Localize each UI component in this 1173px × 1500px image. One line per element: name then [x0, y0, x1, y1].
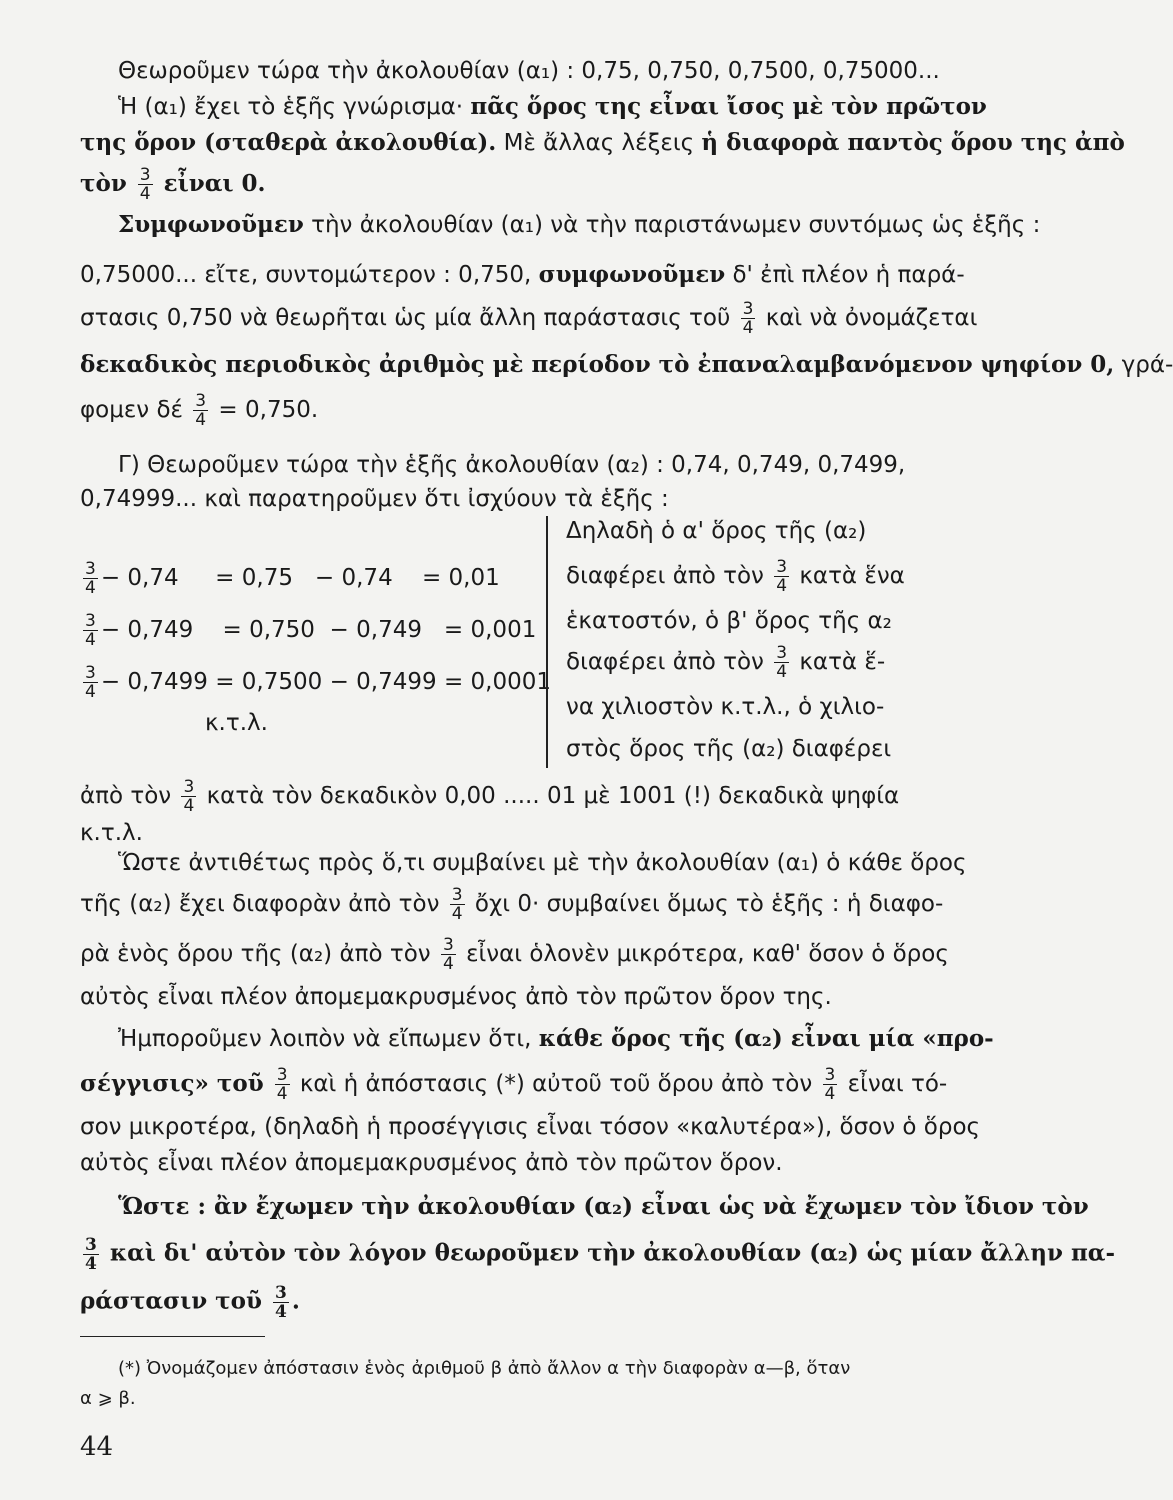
side-note-line: στὸς ὅρος τῆς (α₂) διαφέρει: [566, 736, 892, 762]
bold-span: τὸν: [80, 170, 135, 197]
text-span: δ' ἐπὶ πλέον ἡ παρά-: [725, 262, 965, 288]
text-line: Γ) Θεωροῦμεν τώρα τὴν ἑξῆς ἀκολουθίαν (α₂) : 0,74, 0,749, 0,7499,: [118, 452, 906, 478]
text-line: 0,74999... καὶ παρατηροῦμεν ὅτι ἰσχύουν τὰ ἑξῆς :: [80, 486, 669, 512]
bold-span: ἡ διαφορὰ παντὸς ὅρου της ἀπὸ: [701, 129, 1125, 156]
fraction: $\frac{3}{4}$: [85, 663, 96, 702]
text-line: Ὥστε : ἂν ἔχωμεν τὴν ἀκολουθίαν (α₂) εἶναι ὡς νὰ ἔχωμεν τὸν ἴδιον τὸν: [118, 1193, 1089, 1220]
text-span: Μὲ ἄλλας λέξεις: [496, 130, 702, 156]
text-line: σέγγισις» τοῦ $\frac{3}{4}$ καὶ ἡ ἀπόστασις (*) αὐτοῦ τοῦ ὅρου ἀπὸ τὸν $\frac{3}{4}$ εἶναι τό-: [80, 1065, 948, 1104]
side-note-line: να χιλιοστὸν κ.τ.λ., ὁ χιλιο-: [566, 694, 885, 720]
fraction: $\frac{3}{4}$: [776, 557, 788, 596]
side-note-line: Δηλαδὴ ὁ α' ὅρος τῆς (α₂): [566, 518, 867, 544]
equation-text: − 0,749 = 0,750 − 0,749 = 0,001: [100, 617, 537, 643]
text-line: [80, 128, 1125, 158]
text-span: γρά-: [1114, 352, 1173, 378]
equation-row: [80, 664, 551, 701]
bold-span: συμφωνοῦμεν: [538, 261, 726, 288]
fraction: $\frac{3}{4}$: [776, 643, 788, 682]
equation-text: − 0,7499 = 0,7500 − 0,7499 = 0,0001: [100, 669, 552, 695]
bold-span: της ὅρον (σταθερὰ ἀκολουθία).: [80, 129, 497, 156]
equation-row: [80, 612, 536, 649]
side-note-line: ἑκατοστόν, ὁ β' ὅρος τῆς α₂: [566, 608, 892, 634]
text-line: [80, 166, 266, 203]
text-line: τῆς (α₂) ἔχει διαφορὰν ἀπὸ τὸν $\frac{3}{4}$ ὄχι 0· συμβαίνει ὅμως τὸ ἑξῆς : ἡ διαφο-: [80, 885, 944, 924]
text-line: ράστασιν τοῦ $\frac{3}{4}$ .: [80, 1283, 300, 1322]
bold-span: δεκαδικὸς περιοδικὸς ἀριθμὸς μὲ περίοδον τὸ ἐπαναλαμβανόμενον ψηφίον 0,: [80, 351, 1115, 378]
text-span: στασις 0,750 νὰ θεωρῆται ὡς μία ἄλλη παράστασις τοῦ: [80, 305, 738, 331]
text-span: καὶ νὰ ὀνομάζεται: [758, 305, 978, 331]
side-note-line: διαφέρει ἀπὸ τὸν $\frac{3}{4}$ κατὰ ἕ-: [566, 643, 886, 682]
text-span: φομεν δέ: [80, 397, 191, 423]
text-line: [80, 392, 318, 429]
text-line: Ὥστε ἀντιθέτως πρὸς ὅ,τι συμβαίνει μὲ τὴν ἀκολουθίαν (α₁) ὁ κάθε ὅρος: [118, 850, 967, 876]
text-line: [118, 92, 987, 122]
fraction: $\frac{3}{4}$: [276, 1065, 288, 1104]
footnote-line: α ⩾ β.: [80, 1388, 136, 1409]
text-span: τὴν ἀκολουθίαν (α₁) νὰ τὴν παριστάνωμεν συντόμως ὡς ἑξῆς :: [303, 212, 1041, 238]
footnote-line: (*) Ὀνομάζομεν ἀπόστασιν ἑνὸς ἀριθμοῦ β ἀπὸ ἄλλον α τὴν διαφορὰν α—β, ὅταν: [118, 1358, 851, 1379]
text-line: Ἠμποροῦμεν λοιπὸν νὰ εἴπωμεν ὅτι, κάθε ὅρος τῆς (α₂) εἶναι μία «προ-: [118, 1025, 994, 1052]
side-note-line: διαφέρει ἀπὸ τὸν $\frac{3}{4}$ κατὰ ἕνα: [566, 557, 905, 596]
fraction: $\frac{3}{4}$: [451, 885, 463, 924]
fraction: $\frac{3}{4}$: [824, 1065, 836, 1104]
equation-text: − 0,74 = 0,75 − 0,74 = 0,01: [100, 565, 500, 591]
fraction: $\frac{3}{4}$: [195, 391, 207, 430]
bold-span: εἶναι 0.: [155, 170, 266, 197]
bold-span: Συμφωνοῦμεν: [118, 211, 304, 238]
text-line: ἀπὸ τὸν $\frac{3}{4}$ κατὰ τὸν δεκαδικὸν 0,00 ..... 01 μὲ 1001 (!) δεκαδικὰ ψηφία: [80, 777, 900, 816]
text-line: αὐτὸς εἶναι πλέον ἀπομεμακρυσμένος ἀπὸ τὸν πρῶτον ὅρον της.: [80, 984, 832, 1010]
text-line: σον μικροτέρα, (δηλαδὴ ἡ προσέγγισις εἶναι τόσον «καλυτέρα»), ὅσον ὁ ὅρος: [80, 1114, 981, 1140]
page-number: 44: [80, 1432, 114, 1462]
text-line: ρὰ ἑνὸς ὅρου τῆς (α₂) ἀπὸ τὸν $\frac{3}{4}$ εἶναι ὁλονὲν μικρότερα, καθ' ὅσον ὁ ὅρος: [80, 935, 949, 974]
fraction: $\frac{3}{4}$: [742, 299, 754, 338]
text-line: [80, 300, 977, 337]
text-span: 0,75000... εἴτε, συντομώτερον : 0,750,: [80, 262, 539, 288]
fraction: $\frac{3}{4}$: [442, 935, 454, 974]
text-line: αὐτὸς εἶναι πλέον ἀπομεμακρυσμένος ἀπὸ τὸν πρῶτον ὅρον.: [80, 1150, 783, 1176]
text-span: Ἡ (α₁) ἔχει τὸ ἑξῆς γνώρισμα·: [118, 94, 471, 120]
fraction: $\frac{3}{4}$: [85, 559, 96, 598]
column-divider: [546, 516, 548, 768]
text-line: [80, 260, 965, 290]
fraction: $\frac{3}{4}$: [85, 611, 96, 650]
fraction: $\frac{3}{4}$: [85, 1235, 97, 1274]
bold-span: πᾶς ὅρος της εἶναι ἴσος μὲ τὸν πρῶτον: [470, 93, 987, 120]
fraction: $\frac{3}{4}$: [139, 165, 151, 204]
equation-etc: κ.τ.λ.: [205, 710, 268, 736]
fraction: $\frac{3}{4}$: [274, 1283, 287, 1322]
text-line: [118, 210, 1040, 240]
footnote-rule: [80, 1336, 265, 1337]
text-span: = 0,750.: [211, 397, 319, 423]
text-line: $\frac{3}{4}$ καὶ δι' αὐτὸν τὸν λόγον θεωροῦμεν τὴν ἀκολουθίαν (α₂) ὡς μίαν ἄλλην πα-: [85, 1235, 1116, 1274]
text-line: [80, 350, 1173, 380]
fraction: $\frac{3}{4}$: [183, 777, 195, 816]
equation-row: [80, 560, 500, 597]
text-line: κ.τ.λ.: [80, 820, 143, 846]
text-line: Θεωροῦμεν τώρα τὴν ἀκολουθίαν (α₁) : 0,75, 0,750, 0,7500, 0,75000...: [118, 58, 940, 84]
